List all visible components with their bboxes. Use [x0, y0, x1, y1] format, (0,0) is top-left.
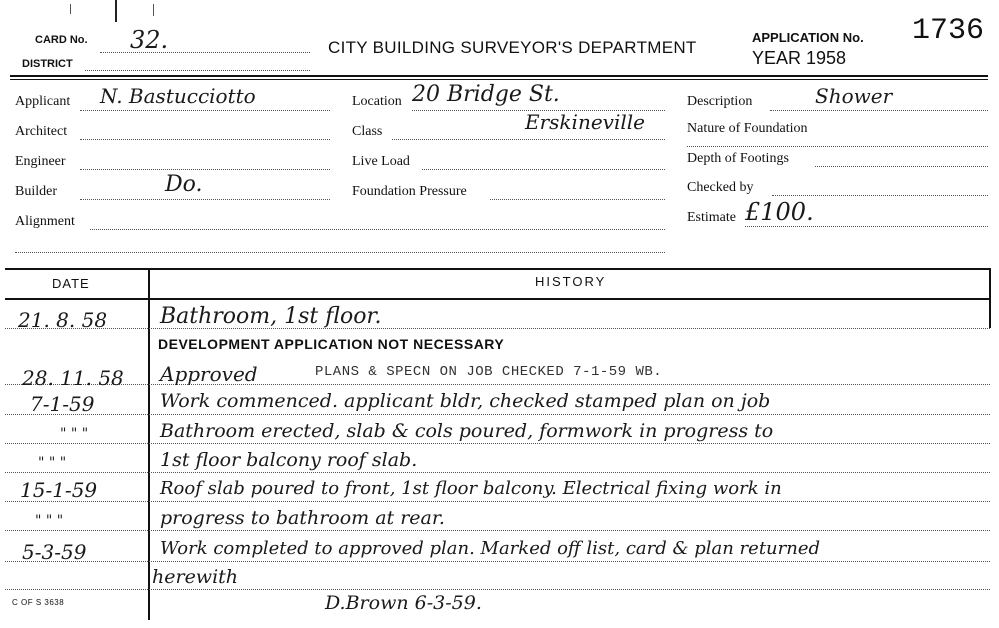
card-no-underline — [100, 52, 310, 53]
top-edge-mark — [70, 4, 71, 14]
history-row-date: 15-1-59 — [20, 478, 98, 502]
history-row-text: Roof slab poured to front, 1st floor balcony. Electrical fixing work in — [160, 478, 782, 499]
history-header-rule — [5, 298, 990, 300]
class-value: Erskineville — [525, 110, 645, 134]
foundation-pressure-label: Foundation Pressure — [352, 184, 467, 199]
application-no-value: 1736 — [912, 14, 985, 48]
form-code: C OF S 3638 — [12, 598, 65, 607]
history-row-date: " " " — [60, 426, 89, 442]
class-label: Class — [352, 124, 383, 139]
blank-line — [15, 252, 665, 253]
applicant-label: Applicant — [15, 94, 71, 109]
builder-line — [80, 199, 330, 200]
header-rule-thin — [10, 79, 988, 80]
date-column-rule — [148, 268, 150, 620]
architect-line — [80, 139, 330, 140]
history-row-text: Bathroom erected, slab & cols poured, formwork in progress to — [160, 420, 774, 442]
location-label: Location — [352, 94, 402, 109]
right-border — [989, 268, 991, 328]
application-no-label: APPLICATION No. — [752, 30, 864, 45]
location-value: 20 Bridge St. — [412, 82, 560, 107]
row-line — [5, 501, 990, 502]
applicant-value: N. Bastucciotto — [100, 84, 256, 108]
row-line — [5, 561, 990, 562]
live-load-line — [422, 169, 665, 170]
alignment-line — [90, 229, 665, 230]
nature-line — [687, 146, 988, 147]
history-row-text: 1st floor balcony roof slab. — [160, 449, 418, 471]
row-line — [5, 328, 990, 329]
estimate-label: Estimate — [687, 210, 736, 225]
builder-label: Builder — [15, 184, 57, 199]
history-row-text: progress to bathroom at rear. — [160, 507, 445, 529]
inspector-signature: D.Brown 6-3-59. — [325, 592, 482, 614]
row-line — [5, 384, 990, 385]
card-no-label: CARD No. — [35, 34, 88, 46]
history-row-date: 21. 8. 58 — [18, 308, 108, 332]
row-line — [5, 414, 990, 415]
history-row-date: " " " — [38, 455, 67, 471]
class-line — [392, 139, 665, 140]
alignment-label: Alignment — [15, 214, 75, 229]
checked-by-label: Checked by — [687, 180, 754, 195]
history-top-rule — [5, 268, 990, 270]
plans-checked-stamp: PLANS & SPECN ON JOB CHECKED 7-1-59 WB. — [315, 364, 663, 380]
history-row-text: Bathroom, 1st floor. — [160, 304, 382, 329]
engineer-line — [80, 169, 330, 170]
history-row-date: " " " — [35, 513, 64, 529]
department-title: CITY BUILDING SURVEYOR'S DEPARTMENT — [328, 38, 697, 57]
history-row-date: 7-1-59 — [30, 392, 95, 416]
year-label: YEAR 1958 — [752, 48, 847, 68]
history-row-text: Approved — [160, 362, 258, 386]
checked-line — [772, 195, 988, 196]
description-label: Description — [687, 94, 753, 109]
history-column-header: HISTORY — [535, 274, 607, 289]
top-edge-mark — [115, 0, 117, 22]
description-value: Shower — [815, 84, 893, 108]
estimate-value: £100. — [745, 198, 814, 226]
description-line — [770, 110, 988, 111]
history-row-text: herewith — [152, 566, 239, 588]
history-row-date: 28. 11. 58 — [22, 366, 124, 390]
estimate-line — [745, 226, 988, 227]
row-line — [5, 589, 990, 590]
depth-line — [815, 166, 988, 167]
top-edge-mark — [153, 4, 154, 16]
builder-value: Do. — [165, 172, 203, 197]
date-column-header: DATE — [52, 276, 90, 291]
nature-of-foundation-label: Nature of Foundation — [687, 121, 808, 136]
history-row-text: Work commenced. applicant bldr, checked stamped plan on job — [160, 390, 771, 412]
architect-label: Architect — [15, 124, 68, 139]
development-stamp: DEVELOPMENT APPLICATION NOT NECESSARY — [158, 336, 505, 352]
history-row-text: Work completed to approved plan. Marked off list, card & plan returned — [160, 538, 821, 559]
district-label: DISTRICT — [22, 58, 73, 70]
depth-of-footings-label: Depth of Footings — [687, 151, 789, 166]
row-line — [5, 530, 990, 531]
card-no-value: 32. — [130, 26, 169, 54]
history-row-date: 5-3-59 — [22, 540, 87, 564]
district-underline — [85, 70, 310, 71]
row-line — [5, 472, 990, 473]
live-load-label: Live Load — [352, 154, 410, 169]
applicant-line — [80, 110, 330, 111]
foundation-pressure-line — [490, 199, 665, 200]
row-line — [5, 443, 990, 444]
engineer-label: Engineer — [15, 154, 66, 169]
header-rule — [10, 75, 988, 77]
